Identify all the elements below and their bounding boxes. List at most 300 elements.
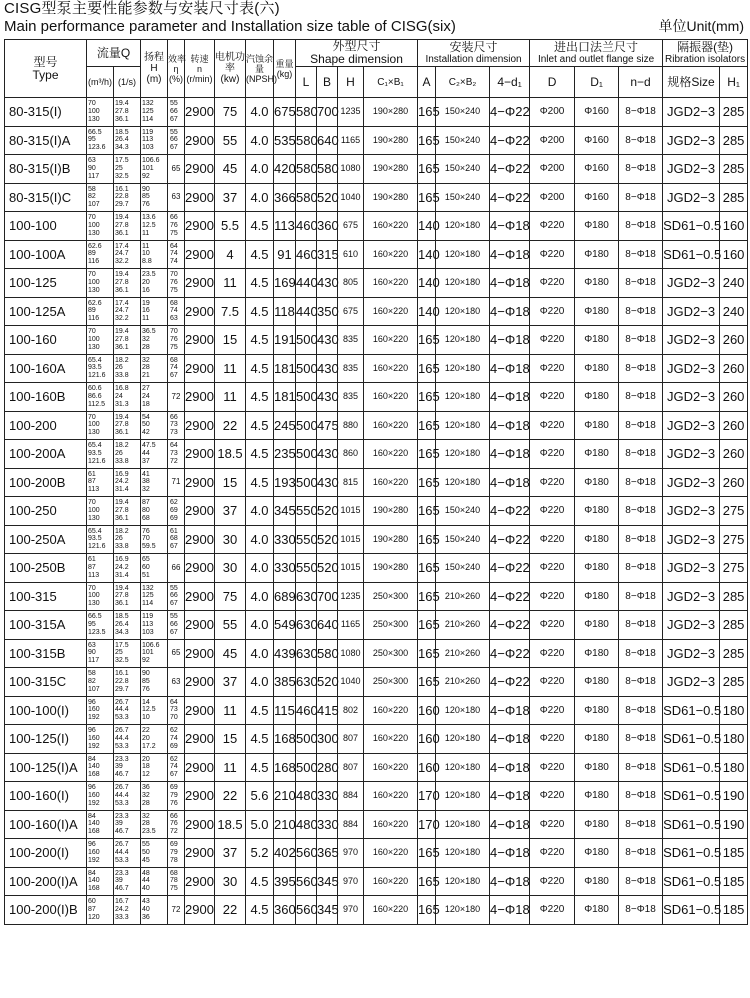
col-flow: 流量Q [87,40,141,67]
table-cell-c2b2: 210×260 [436,668,490,697]
table-cell-c1b1: 160×220 [364,810,418,839]
table-cell-type: 100-125 [5,269,87,298]
table-cell-head: 87 80 68 [141,497,168,526]
table-cell-D: Φ220 [530,383,575,412]
table-cell-speed: 2900 [185,126,215,155]
table-cell-size: JGD2−3 [663,411,720,440]
table-cell-flow-m3h: 84 140 168 [87,753,114,782]
table-cell-D1: Φ180 [575,354,619,383]
table-cell-type: 100-100A [5,240,87,269]
table-cell-nd1: 4−Φ22 [490,582,530,611]
table-cell-c2b2: 120×180 [436,240,490,269]
table-cell-L: 500 [296,383,317,412]
table-cell-H: 1015 [338,497,364,526]
table-cell-speed: 2900 [185,326,215,355]
table-cell-eff: 66 76 72 [168,810,185,839]
table-cell-c2b2: 150×240 [436,554,490,583]
table-cell-A: 165 [418,183,436,212]
table-cell-A: 165 [418,582,436,611]
table-cell-D1: Φ180 [575,240,619,269]
table-cell-c1b1: 160×220 [364,753,418,782]
table-cell-nd1: 4−Φ22 [490,497,530,526]
table-row [5,411,748,440]
table-cell-speed: 2900 [185,525,215,554]
table-row [5,668,748,697]
table-cell-A: 165 [418,525,436,554]
table-cell-flow-m3h: 62.6 89 116 [87,297,114,326]
table-cell-type: 100-315C [5,668,87,697]
table-cell-head: 48 44 40 [141,867,168,896]
table-cell-flow-ls: 16.8 24 31.3 [114,383,141,412]
table-cell-eff: 70 76 75 [168,326,185,355]
table-cell-H1: 260 [720,354,748,383]
table-cell-npsh: 4.5 [246,269,274,298]
table-cell-c1b1: 190×280 [364,525,418,554]
table-row [5,753,748,782]
table-cell-head: 132 125 114 [141,582,168,611]
table-cell-npsh: 4.5 [246,354,274,383]
table-cell-D: Φ220 [530,212,575,241]
table-cell-power: 75 [215,582,246,611]
table-cell-flow-ls: 18.2 26 33.8 [114,354,141,383]
table-cell-H1: 185 [720,867,748,896]
table-row [5,468,748,497]
table-cell-c1b1: 160×220 [364,839,418,868]
table-cell-L: 560 [296,896,317,925]
table-cell-eff: 68 74 67 [168,354,185,383]
table-cell-nd1: 4−Φ18 [490,440,530,469]
table-cell-flow-m3h: 84 140 168 [87,810,114,839]
table-cell-power: 37 [215,183,246,212]
table-cell-c1b1: 160×220 [364,240,418,269]
table-cell-nd: 8−Φ18 [619,297,663,326]
table-cell-A: 165 [418,98,436,127]
table-cell-weight: 235 [274,440,296,469]
table-cell-weight: 345 [274,497,296,526]
table-cell-size: JGD2−3 [663,269,720,298]
table-cell-L: 580 [296,98,317,127]
table-cell-B: 520 [317,668,338,697]
table-cell-eff: 71 [168,468,185,497]
table-cell-nd1: 4−Φ22 [490,155,530,184]
table-cell-type: 100-160B [5,383,87,412]
table-cell-eff: 64 74 74 [168,240,185,269]
table-cell-flow-m3h: 65.4 93.5 121.6 [87,440,114,469]
table-cell-D1: Φ160 [575,183,619,212]
table-cell-size: JGD2−3 [663,611,720,640]
table-cell-speed: 2900 [185,297,215,326]
table-cell-nd1: 4−Φ18 [490,810,530,839]
table-row [5,326,748,355]
table-cell-nd: 8−Φ18 [619,782,663,811]
table-cell-A: 160 [418,696,436,725]
col-npsh: 汽蚀余量 (NPSH) [246,40,274,98]
table-cell-L: 440 [296,269,317,298]
table-cell-D: Φ220 [530,867,575,896]
table-cell-weight: 181 [274,354,296,383]
table-cell-B: 360 [317,212,338,241]
table-cell-D: Φ220 [530,269,575,298]
table-cell-B: 345 [317,867,338,896]
table-cell-c2b2: 120×180 [436,839,490,868]
table-cell-npsh: 4.0 [246,497,274,526]
table-cell-type: 80-315(I)A [5,126,87,155]
table-cell-L: 500 [296,725,317,754]
table-cell-type: 100-315A [5,611,87,640]
table-cell-head: 76 70 59.5 [141,525,168,554]
table-cell-npsh: 4.5 [246,297,274,326]
table-cell-nd1: 4−Φ18 [490,839,530,868]
table-cell-nd: 8−Φ18 [619,468,663,497]
table-cell-D1: Φ180 [575,725,619,754]
table-cell-c1b1: 160×220 [364,326,418,355]
table-cell-flow-m3h: 58 82 107 [87,668,114,697]
table-cell-H: 884 [338,810,364,839]
table-cell-D1: Φ180 [575,668,619,697]
table-cell-c1b1: 160×220 [364,782,418,811]
table-cell-B: 430 [317,383,338,412]
table-cell-type: 100-250A [5,525,87,554]
table-cell-speed: 2900 [185,440,215,469]
table-cell-weight: 210 [274,782,296,811]
table-cell-H: 1015 [338,554,364,583]
col-H1: H₁ [720,67,748,98]
table-cell-size: JGD2−3 [663,639,720,668]
table-cell-type: 100-100 [5,212,87,241]
table-cell-flow-m3h: 62.6 89 116 [87,240,114,269]
table-cell-nd: 8−Φ18 [619,896,663,925]
table-cell-flow-m3h: 70 100 130 [87,497,114,526]
table-cell-nd: 8−Φ18 [619,639,663,668]
table-cell-c2b2: 120×180 [436,383,490,412]
table-cell-size: JGD2−3 [663,183,720,212]
table-cell-nd1: 4−Φ22 [490,183,530,212]
table-cell-flow-ls: 19.4 27.8 36.1 [114,269,141,298]
table-cell-flow-m3h: 96 160 192 [87,839,114,868]
table-cell-nd: 8−Φ18 [619,383,663,412]
table-cell-power: 15 [215,725,246,754]
table-cell-eff: 68 78 75 [168,867,185,896]
table-cell-nd: 8−Φ18 [619,326,663,355]
table-cell-npsh: 4.0 [246,668,274,697]
table-cell-D1: Φ180 [575,212,619,241]
table-cell-flow-ls: 16.1 22.8 29.7 [114,183,141,212]
col-flow-ls: (1/s) [114,67,141,98]
table-cell-speed: 2900 [185,782,215,811]
table-cell-flow-m3h: 70 100 130 [87,326,114,355]
table-cell-type: 100-125(I) [5,725,87,754]
table-cell-flow-m3h: 84 140 168 [87,867,114,896]
table-cell-size: SD61−0.5 [663,782,720,811]
table-cell-speed: 2900 [185,867,215,896]
table-cell-D: Φ220 [530,696,575,725]
table-cell-H1: 260 [720,411,748,440]
table-cell-power: 75 [215,98,246,127]
table-cell-c1b1: 190×280 [364,126,418,155]
table-cell-B: 430 [317,354,338,383]
col-A: A [418,67,436,98]
table-cell-nd1: 4−Φ18 [490,269,530,298]
table-cell-c1b1: 160×220 [364,383,418,412]
col-head: 扬程 H (m) [141,40,168,98]
table-cell-L: 630 [296,611,317,640]
table-cell-flow-ls: 16.7 24.2 33.3 [114,896,141,925]
table-cell-power: 4 [215,240,246,269]
table-cell-c1b1: 160×220 [364,212,418,241]
table-cell-npsh: 5.2 [246,839,274,868]
table-row [5,782,748,811]
table-cell-flow-ls: 17.4 24.7 32.2 [114,297,141,326]
table-cell-power: 55 [215,611,246,640]
table-cell-H1: 190 [720,810,748,839]
col-power: 电机功率 (kw) [215,40,246,98]
table-cell-speed: 2900 [185,896,215,925]
table-cell-A: 170 [418,782,436,811]
table-cell-speed: 2900 [185,839,215,868]
table-cell-size: JGD2−3 [663,668,720,697]
table-cell-flow-ls: 17.5 25 32.5 [114,639,141,668]
table-cell-H: 860 [338,440,364,469]
table-cell-flow-ls: 17.5 25 32.5 [114,155,141,184]
table-cell-B: 640 [317,611,338,640]
table-cell-flow-m3h: 96 160 192 [87,725,114,754]
table-cell-c1b1: 160×220 [364,896,418,925]
table-cell-eff: 65 [168,639,185,668]
table-cell-npsh: 4.0 [246,126,274,155]
table-cell-H: 815 [338,468,364,497]
table-cell-npsh: 4.5 [246,411,274,440]
table-cell-head: 32 28 21 [141,354,168,383]
table-cell-H: 802 [338,696,364,725]
table-cell-A: 165 [418,468,436,497]
col-type: 型号 Type [5,40,87,98]
table-cell-nd: 8−Φ18 [619,269,663,298]
table-cell-weight: 168 [274,753,296,782]
table-cell-B: 430 [317,440,338,469]
table-cell-flow-ls: 26.7 44.4 53.3 [114,839,141,868]
table-cell-c1b1: 250×300 [364,639,418,668]
table-cell-c2b2: 210×260 [436,582,490,611]
table-cell-B: 430 [317,468,338,497]
table-cell-nd1: 4−Φ18 [490,725,530,754]
table-cell-c1b1: 190×280 [364,183,418,212]
table-cell-A: 165 [418,896,436,925]
performance-table [4,39,748,925]
table-cell-c1b1: 160×220 [364,696,418,725]
table-cell-L: 630 [296,639,317,668]
table-cell-B: 520 [317,525,338,554]
table-cell-type: 80-315(I) [5,98,87,127]
table-cell-npsh: 4.5 [246,867,274,896]
table-cell-A: 140 [418,212,436,241]
table-cell-nd: 8−Φ18 [619,155,663,184]
table-cell-size: JGD2−3 [663,525,720,554]
table-cell-c2b2: 120×180 [436,867,490,896]
table-cell-flow-ls: 16.9 24.2 31.4 [114,468,141,497]
table-cell-power: 18.5 [215,810,246,839]
table-cell-flow-m3h: 96 160 192 [87,782,114,811]
table-cell-head: 19 16 11 [141,297,168,326]
table-cell-L: 500 [296,411,317,440]
table-cell-D1: Φ180 [575,269,619,298]
table-cell-speed: 2900 [185,468,215,497]
table-cell-A: 140 [418,297,436,326]
table-cell-eff: 64 73 72 [168,440,185,469]
table-cell-D: Φ220 [530,525,575,554]
table-row [5,269,748,298]
table-cell-nd1: 4−Φ18 [490,468,530,497]
table-cell-type: 100-160(I) [5,782,87,811]
table-cell-flow-m3h: 66.5 95 123.5 [87,611,114,640]
table-cell-D1: Φ180 [575,497,619,526]
table-cell-npsh: 4.5 [246,896,274,925]
table-cell-H1: 275 [720,525,748,554]
table-cell-c1b1: 250×300 [364,668,418,697]
table-cell-L: 580 [296,155,317,184]
table-cell-A: 165 [418,383,436,412]
table-cell-H1: 190 [720,782,748,811]
table-cell-weight: 193 [274,468,296,497]
table-cell-H: 1040 [338,183,364,212]
col-nd1: 4−d₁ [490,67,530,98]
table-cell-eff: 62 74 69 [168,725,185,754]
table-cell-c2b2: 150×240 [436,98,490,127]
table-cell-nd: 8−Φ18 [619,611,663,640]
table-cell-H1: 285 [720,639,748,668]
table-cell-D1: Φ180 [575,554,619,583]
table-cell-nd: 8−Φ18 [619,354,663,383]
table-cell-speed: 2900 [185,183,215,212]
table-cell-nd: 8−Φ18 [619,240,663,269]
table-cell-c2b2: 120×180 [436,753,490,782]
table-cell-A: 160 [418,753,436,782]
table-cell-type: 100-125(I)A [5,753,87,782]
table-cell-A: 165 [418,668,436,697]
table-cell-eff: 55 66 67 [168,582,185,611]
table-row [5,725,748,754]
table-cell-c2b2: 120×180 [436,696,490,725]
table-cell-B: 350 [317,297,338,326]
table-cell-head: 32 28 23.5 [141,810,168,839]
table-cell-c1b1: 160×220 [364,269,418,298]
table-cell-eff: 66 76 75 [168,212,185,241]
col-shape: 外型尺寸 Shape dimension [296,40,418,67]
table-cell-eff: 70 76 75 [168,269,185,298]
table-cell-L: 500 [296,468,317,497]
table-cell-head: 54 50 42 [141,411,168,440]
table-cell-power: 5.5 [215,212,246,241]
col-weight: 重量 (kg) [274,40,296,98]
table-cell-c2b2: 150×240 [436,183,490,212]
table-cell-D1: Φ180 [575,639,619,668]
table-cell-head: 11 10 8.8 [141,240,168,269]
table-cell-type: 100-200(I)A [5,867,87,896]
table-row [5,98,748,127]
table-cell-eff: 69 79 78 [168,839,185,868]
table-cell-nd1: 4−Φ18 [490,411,530,440]
table-cell-size: JGD2−3 [663,440,720,469]
table-cell-B: 520 [317,497,338,526]
table-cell-A: 165 [418,126,436,155]
table-cell-nd: 8−Φ18 [619,725,663,754]
table-cell-flow-ls: 19.4 27.8 36.1 [114,212,141,241]
table-cell-D: Φ220 [530,639,575,668]
table-cell-L: 480 [296,782,317,811]
table-cell-size: JGD2−3 [663,297,720,326]
table-cell-flow-m3h: 63 90 117 [87,155,114,184]
table-cell-flow-ls: 16.9 24.2 31.4 [114,554,141,583]
table-cell-A: 165 [418,497,436,526]
table-cell-nd1: 4−Φ18 [490,696,530,725]
table-cell-nd: 8−Φ18 [619,867,663,896]
table-cell-head: 106.6 101 92 [141,155,168,184]
table-cell-H: 807 [338,725,364,754]
table-cell-flow-ls: 18.5 26.4 34.3 [114,126,141,155]
table-cell-H1: 260 [720,383,748,412]
table-cell-nd1: 4−Φ18 [490,326,530,355]
table-cell-nd1: 4−Φ18 [490,240,530,269]
page-title-cn: CISG型泵主要性能参数与安装尺寸表(六) [4,0,280,17]
table-cell-L: 440 [296,297,317,326]
table-cell-nd1: 4−Φ18 [490,896,530,925]
table-cell-size: SD61−0.5 [663,212,720,241]
table-cell-c2b2: 210×260 [436,639,490,668]
table-cell-B: 520 [317,554,338,583]
table-cell-H: 1080 [338,639,364,668]
col-install: 安装尺寸 Installation dimension [418,40,530,67]
table-cell-D1: Φ180 [575,525,619,554]
table-cell-L: 460 [296,240,317,269]
table-cell-B: 365 [317,839,338,868]
table-cell-speed: 2900 [185,98,215,127]
table-cell-eff: 72 [168,896,185,925]
table-cell-flow-ls: 19.4 27.8 36.1 [114,326,141,355]
table-cell-c1b1: 190×280 [364,155,418,184]
table-cell-c2b2: 120×180 [436,212,490,241]
table-cell-A: 165 [418,440,436,469]
col-size: 规格Size [663,67,720,98]
table-cell-L: 480 [296,810,317,839]
table-cell-eff: 66 73 73 [168,411,185,440]
table-cell-H1: 240 [720,297,748,326]
table-cell-speed: 2900 [185,810,215,839]
table-cell-size: SD61−0.5 [663,867,720,896]
table-cell-flow-ls: 23.3 39 46.7 [114,753,141,782]
table-cell-flow-m3h: 58 82 107 [87,183,114,212]
table-cell-weight: 675 [274,98,296,127]
table-cell-speed: 2900 [185,497,215,526]
table-cell-H: 835 [338,383,364,412]
table-cell-power: 30 [215,525,246,554]
table-cell-nd: 8−Φ18 [619,525,663,554]
table-cell-flow-ls: 16.1 22.8 29.7 [114,668,141,697]
table-cell-H1: 185 [720,839,748,868]
table-cell-head: 22 20 17.2 [141,725,168,754]
table-cell-D1: Φ180 [575,753,619,782]
table-cell-A: 140 [418,240,436,269]
table-cell-c2b2: 120×180 [436,725,490,754]
col-isolators: 隔振器(垫) Ribration isolators [663,40,748,67]
table-cell-flow-m3h: 61 87 113 [87,554,114,583]
table-cell-H1: 240 [720,269,748,298]
table-cell-H: 970 [338,896,364,925]
table-cell-H: 1080 [338,155,364,184]
table-cell-weight: 395 [274,867,296,896]
table-cell-D: Φ220 [530,725,575,754]
table-cell-H1: 285 [720,668,748,697]
table-cell-flow-m3h: 65.4 93.5 121.6 [87,354,114,383]
table-cell-power: 55 [215,126,246,155]
